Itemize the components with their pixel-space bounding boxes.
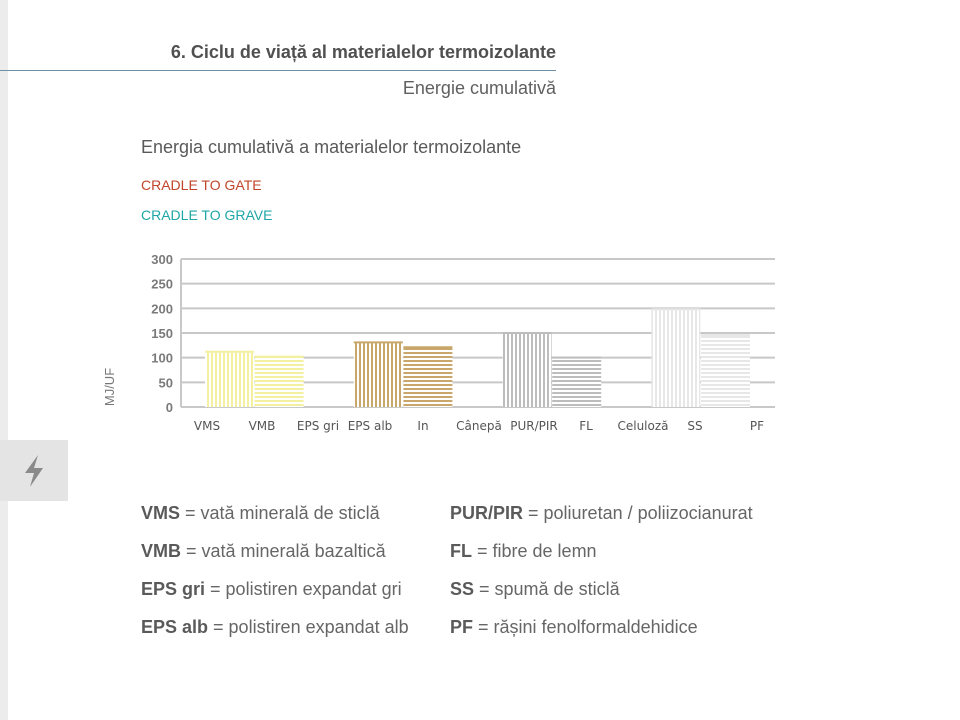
y-tick-label: 0: [165, 400, 173, 415]
left-margin-bar: [0, 0, 8, 720]
bar-pf: [701, 335, 750, 407]
bar-in: [403, 347, 452, 407]
definition-vmb: VMB = vată minerală bazaltică: [141, 541, 386, 561]
definition-ss: SS = spumă de sticlă: [450, 579, 620, 599]
bar-eps-alb: [354, 342, 403, 407]
x-tick-label: PF: [749, 419, 765, 433]
y-tick-label: 50: [158, 375, 173, 391]
bar-pur-pir: [503, 333, 552, 407]
x-tick-label: SS: [687, 419, 703, 433]
header-rule: [0, 70, 556, 71]
y-axis-label: MJ/UF: [102, 367, 117, 407]
page-subtitle: Energie cumulativă: [402, 78, 556, 98]
chart-heading: Energia cumulativă a materialelor termoizolante: [141, 137, 522, 157]
definition-eps-alb: EPS alb = polistiren expandat alb: [141, 617, 409, 637]
definition-pur-pir: PUR/PIR = poliuretan / poliizocianurat: [450, 503, 753, 523]
legend-cradle-to-grave: CRADLE TO GRAVE: [141, 207, 273, 223]
definition-eps-gri: EPS gri = polistiren expandat gri: [141, 579, 402, 599]
bar-ss: [651, 309, 700, 407]
bar-vmb: [255, 357, 304, 407]
x-tick-label: VMS: [193, 419, 221, 433]
x-tick-label: EPS gri: [296, 419, 340, 433]
definition-vms: VMS = vată minerală de sticlă: [141, 503, 380, 523]
definition-pf: PF = rășini fenolformaldehidice: [450, 617, 698, 637]
side-tab[interactable]: [0, 440, 68, 501]
x-tick-label: VMB: [248, 419, 276, 433]
x-tick-label: FL: [579, 419, 593, 433]
page-title: 6. Ciclu de viață al materialelor termoizolante: [170, 42, 556, 62]
y-tick-label: 100: [151, 350, 173, 366]
x-tick-label: EPS alb: [347, 419, 393, 433]
x-tick-label: In: [417, 419, 429, 433]
bar-fl: [552, 358, 601, 407]
bar-vms: [205, 352, 254, 407]
x-tick-label: Celuloză: [617, 419, 669, 433]
x-tick-label: Cânepă: [456, 419, 502, 433]
y-tick-label: 150: [151, 326, 173, 341]
definition-fl: FL = fibre de lemn: [450, 541, 597, 561]
legend-cradle-to-gate: CRADLE TO GATE: [141, 177, 262, 193]
y-tick-label: 200: [151, 301, 173, 317]
y-tick-label: 300: [151, 252, 173, 267]
lightning-icon: [21, 454, 47, 488]
y-tick-label: 250: [151, 276, 173, 292]
energy-bar-chart: [95, 248, 785, 443]
x-tick-label: PUR/PIR: [510, 419, 558, 433]
